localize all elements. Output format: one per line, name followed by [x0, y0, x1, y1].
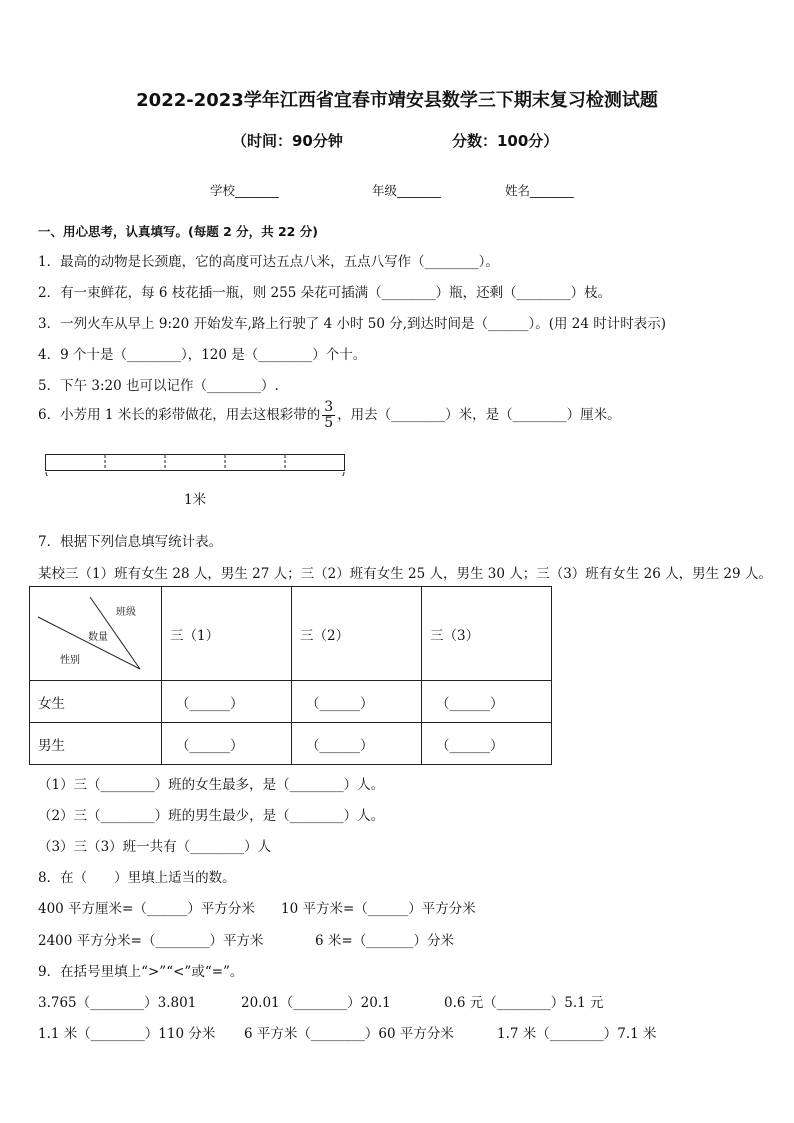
- answer-cell[interactable]: （______）: [422, 681, 552, 723]
- exam-title: 2022-2023学年江西省宜春市靖安县数学三下期末复习检测试题: [136, 90, 658, 111]
- diagonal-header-cell: [30, 587, 162, 681]
- question-6-text-after: ，用去（________）米，是（________）厘米。: [337, 407, 621, 423]
- question-7-sub-1: （1）三（________）班的女生最多，是（________）人。: [38, 777, 385, 793]
- name-field[interactable]: 姓名_______: [505, 183, 574, 198]
- score-label: 分数：100分）: [452, 132, 559, 150]
- q8-item: 10 平方米=（______）平方分米: [281, 901, 476, 917]
- question-6: [38, 400, 621, 431]
- answer-cell[interactable]: （______）: [162, 723, 292, 765]
- q9-item: 0.6 元（________）5.1 元: [444, 995, 604, 1011]
- column-header: 三（1）: [162, 587, 292, 681]
- q9-item: 1.1 米（________）110 分米: [38, 1026, 216, 1042]
- question-3: 3．一列火车从早上 9:20 开始发车,路上行驶了 4 小时 50 分,到达时间是（______）。(用 24 时计时表示): [38, 316, 667, 332]
- q8-item: 2400 平方分米=（________）平方米: [38, 933, 264, 949]
- question-9: 9．在括号里填上“>”“<”或“=”。: [38, 964, 244, 980]
- fraction-numerator: 3: [324, 399, 334, 415]
- row-label: 男生: [30, 723, 162, 765]
- answer-cell[interactable]: （______）: [162, 681, 292, 723]
- column-header: 三（2）: [292, 587, 422, 681]
- corner-gender-label: 性别: [60, 655, 80, 666]
- fraction: [322, 400, 335, 431]
- row-label: 女生: [30, 681, 162, 723]
- ribbon-diagram: [45, 454, 345, 476]
- table-row: [30, 681, 552, 723]
- school-field[interactable]: 学校_______: [210, 183, 279, 198]
- ribbon-length-label: 1米: [184, 492, 207, 508]
- question-2: 2．有一束鲜花，每 6 枝花插一瓶，则 255 朵花可插满（________）瓶，还剩（________）枝。: [38, 285, 612, 301]
- statistics-table: [29, 586, 552, 765]
- q9-item: 3.765（________）3.801: [38, 995, 197, 1011]
- answer-cell[interactable]: （______）: [292, 723, 422, 765]
- table-row: [30, 723, 552, 765]
- q9-item: 6 平方米（________）60 平方分米: [244, 1026, 454, 1042]
- time-label: （时间：90分钟: [232, 132, 343, 150]
- question-1: 1．最高的动物是长颈鹿，它的高度可达五点八米，五点八写作（________）。: [38, 254, 499, 270]
- corner-count-label: 数量: [88, 632, 108, 643]
- q9-item: 1.7 米（________）7.1 米: [497, 1026, 657, 1042]
- answer-cell[interactable]: （______）: [422, 723, 552, 765]
- question-7: 7．根据下列信息填写统计表。: [38, 534, 223, 550]
- question-7-sub-3: （3）三（3）班一共有（________）人: [38, 839, 272, 855]
- q8-item: 400 平方厘米=（______）平方分米: [38, 901, 255, 917]
- answer-cell[interactable]: （______）: [292, 681, 422, 723]
- grade-field[interactable]: 年级_______: [372, 183, 441, 198]
- question-7-info: 某校三（1）班有女生 28 人，男生 27 人；三（2）班有女生 25 人，男生 30 人；三（3）班有女生 26 人，男生 29 人。: [38, 566, 772, 582]
- fraction-denominator: 5: [324, 415, 334, 431]
- question-7-sub-2: （2）三（________）班的男生最少，是（________）人。: [38, 808, 385, 824]
- question-6-text: 6．小芳用 1 米长的彩带做花，用去这根彩带的: [38, 407, 321, 423]
- question-8: 8．在（ ）里填上适当的数。: [38, 870, 236, 886]
- section-heading: 一、用心思考，认真填写。(每题 2 分，共 22 分): [38, 224, 318, 239]
- q8-item: 6 米=（_______）分米: [315, 933, 454, 949]
- question-4: 4．9 个十是（________），120 是（________）个十。: [38, 347, 367, 363]
- column-header: 三（3）: [422, 587, 552, 681]
- table-header-row: [30, 587, 552, 681]
- question-5: 5．下午 3:20 也可以记作（________）.: [38, 378, 279, 394]
- q9-item: 20.01（________）20.1: [241, 995, 391, 1011]
- corner-class-label: 班级: [116, 607, 136, 618]
